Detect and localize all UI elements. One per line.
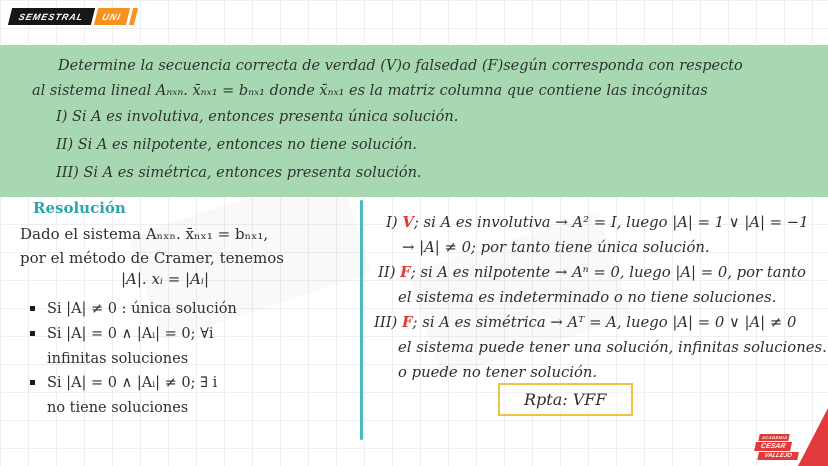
item-3-label: III) — [374, 314, 403, 331]
uni-logo-text: UNI — [93, 8, 130, 25]
intro-line-2: por el método de Cramer, tenemos — [20, 249, 284, 267]
resolution-title: Resolución — [33, 199, 126, 217]
intro-line-1: Dado el sistema Aₙₓₙ. x̄ₙₓ₁ = bₙₓ₁, — [20, 225, 269, 243]
solution-item-2-line-1 — [378, 260, 824, 285]
case-2-text: Si |A| = 0 ∧ |Aᵢ| = 0; ∀i — [47, 326, 214, 342]
solution-item-1-line-2: → |A| ≠ 0; por tanto tiene única solución. — [402, 239, 710, 256]
problem-statement-panel — [0, 45, 828, 197]
case-1-text: Si |A| ≠ 0 : única solución — [47, 301, 237, 317]
column-divider — [360, 200, 363, 440]
answer-box: Rpta: VFF — [498, 383, 633, 416]
bullet-icon — [30, 380, 35, 385]
statement-item-3: III) Si A es simétrica, entonces presenta solución. — [56, 165, 422, 181]
bullet-icon — [30, 331, 35, 336]
statement-item-1: I) Si A es involutiva, entonces presenta única solución. — [56, 109, 459, 125]
list-item — [30, 297, 237, 321]
resolution-intro — [20, 222, 284, 270]
item-2-label: II) — [378, 264, 401, 281]
statement-item-2: II) Si A es nilpotente, entonces no tiene solución. — [56, 137, 418, 153]
item-2-verdict: F — [400, 264, 411, 281]
list-item — [30, 322, 237, 346]
case-3-continuation: no tiene soluciones — [47, 400, 189, 416]
solution-item-2-line-2: el sistema es indeterminado o no tiene soluciones. — [398, 289, 777, 306]
item-1-verdict: V — [402, 214, 414, 231]
case-3-text: Si |A| = 0 ∧ |Aᵢ| ≠ 0; ∃ i — [47, 375, 218, 391]
cesar-label: CESAR — [754, 442, 792, 451]
solution-item-3-line-1 — [374, 310, 824, 335]
item-3-text: ; si A es simétrica → Aᵀ = A, luego |A| = 0 ∨ |A| ≠ 0 — [412, 314, 797, 331]
case-list — [30, 297, 237, 420]
solution-item-3-line-3: o puede no tener solución. — [398, 364, 598, 381]
semestral-uni-logo — [8, 8, 138, 25]
vallejo-label: VALLEJO — [757, 452, 799, 460]
cesar-vallejo-logo — [752, 434, 803, 460]
academy-label: ACADEMIA — [758, 434, 789, 441]
logo-accent-shape — [129, 8, 138, 25]
solution-item-1-line-1 — [386, 210, 824, 235]
solution-column — [374, 210, 827, 385]
case-2-continuation: infinitas soluciones — [47, 351, 189, 367]
list-item — [30, 371, 237, 395]
corner-red-wedge — [798, 408, 828, 466]
problem-line-2: al sistema lineal Aₙₓₙ. x̄ₙₓ₁ = bₙₓ₁ donde x̄ₙₓ₁ es la matriz columna que contiene las incógnitas — [32, 83, 708, 99]
item-2-text: ; si A es nilpotente → Aⁿ = 0, luego |A| = 0, por tanto — [410, 264, 806, 281]
item-1-label: I) — [386, 214, 403, 231]
item-1-text: ; si A es involutiva → A² = I, luego |A| = 1 ∨ |A| = −1 — [413, 214, 809, 231]
cramer-formula: |A|. xᵢ = |Aᵢ| — [120, 270, 209, 288]
semestral-logo-text: SEMESTRAL — [8, 8, 95, 25]
bullet-icon — [30, 306, 35, 311]
solution-item-3-line-2: el sistema puede tener una solución, infinitas soluciones. — [398, 339, 827, 356]
problem-line-1: Determine la secuencia correcta de verdad (V)o falsedad (F)según corresponda con respecto — [58, 58, 743, 74]
item-3-verdict: F — [402, 314, 413, 331]
